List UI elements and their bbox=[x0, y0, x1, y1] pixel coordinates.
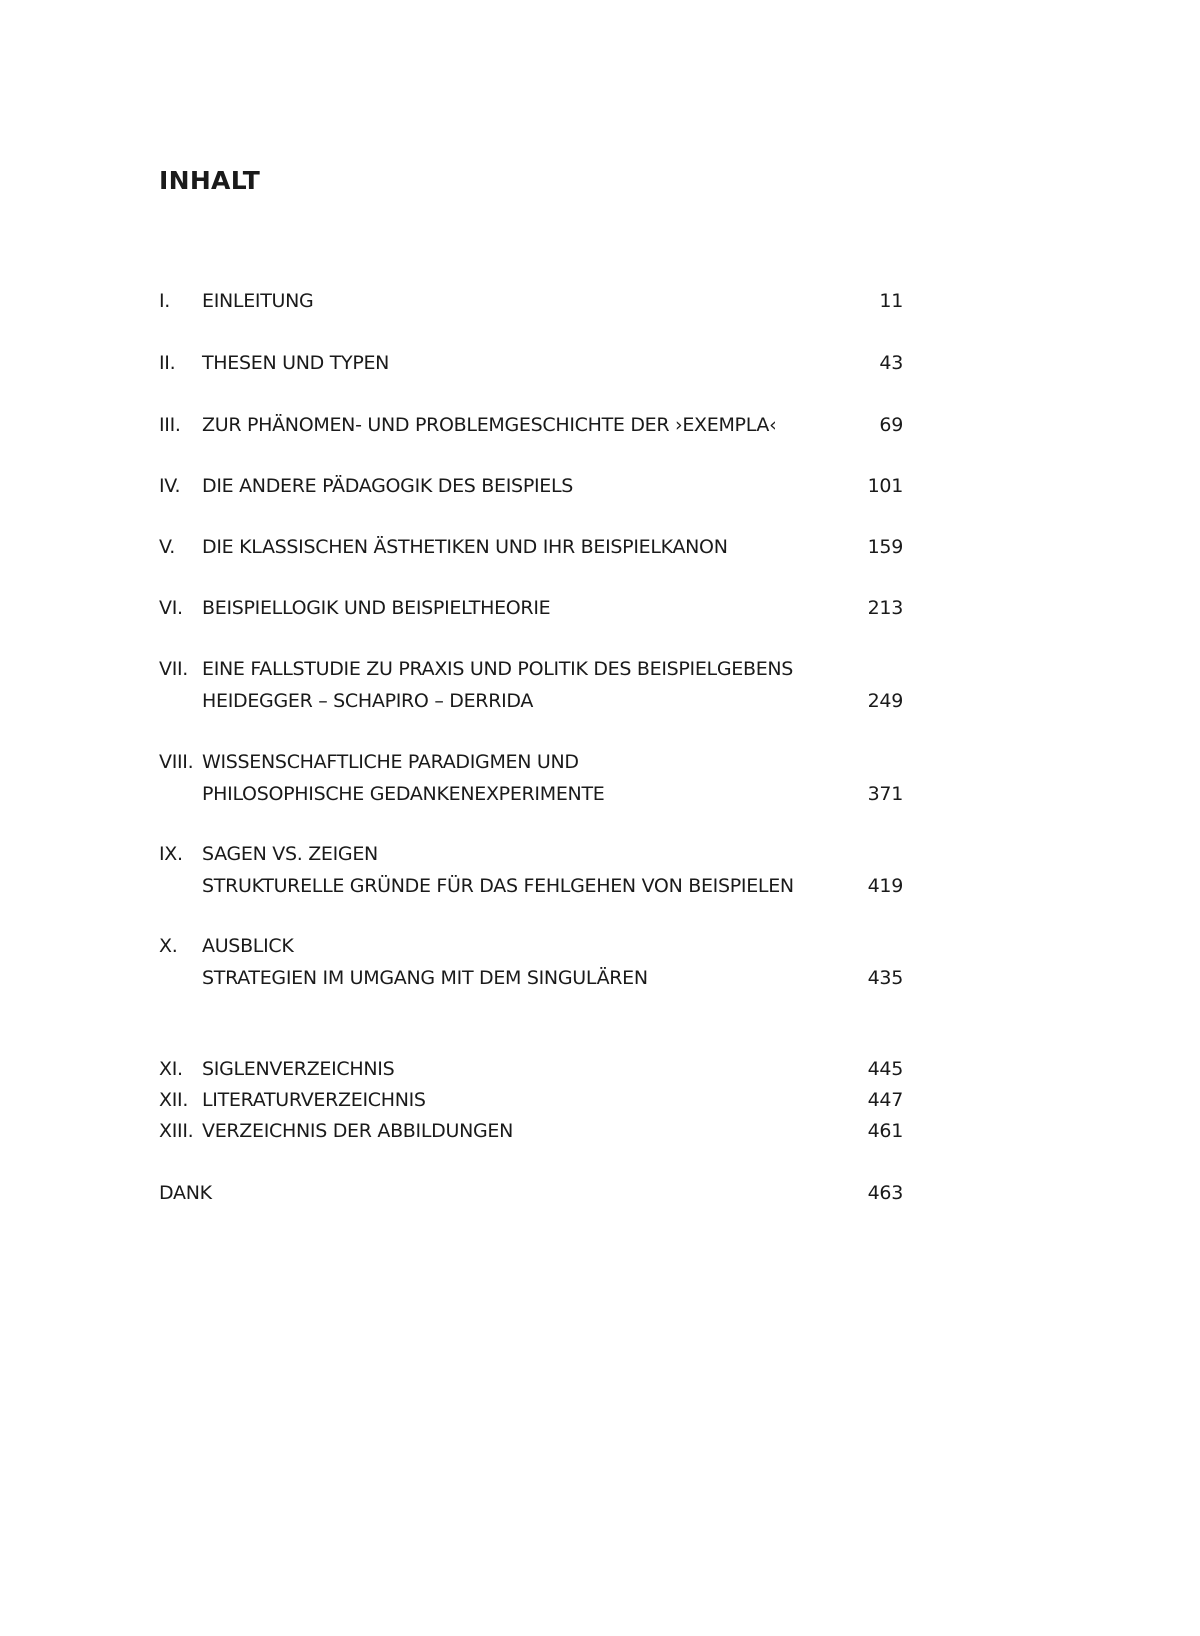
toc-entry-title-line: EINE FALLSTUDIE ZU PRAXIS UND POLITIK DES BEISPIELGEBENS bbox=[202, 658, 794, 680]
toc-entry-number: IV. bbox=[159, 475, 181, 497]
toc-entry-page: 249 bbox=[867, 690, 903, 712]
toc-entry-title-line: SAGEN VS. ZEIGEN bbox=[202, 843, 378, 865]
toc-entry-title-line: EINLEITUNG bbox=[202, 290, 314, 312]
toc-entry-title-line: SIGLENVERZEICHNIS bbox=[202, 1058, 395, 1080]
toc-entry-title-line: PHILOSOPHISCHE GEDANKENEXPERIMENTE bbox=[202, 783, 605, 805]
toc-entry-number: XII. bbox=[159, 1089, 189, 1111]
toc-entry bbox=[159, 470, 903, 502]
toc-entry bbox=[159, 1084, 903, 1116]
toc-entry-title-line: WISSENSCHAFTLICHE PARADIGMEN UND bbox=[202, 751, 579, 773]
toc-entry bbox=[159, 1053, 903, 1085]
toc-entry-title-line: ZUR PHÄNOMEN- UND PROBLEMGESCHICHTE DER ›EXEMPLA‹ bbox=[202, 414, 777, 436]
toc-entry-number: V. bbox=[159, 536, 175, 558]
toc-entry-title bbox=[202, 285, 842, 317]
toc-entry-number: II. bbox=[159, 352, 176, 374]
toc-entry-title bbox=[202, 1053, 842, 1085]
toc-entry bbox=[159, 746, 903, 810]
toc-entry bbox=[159, 592, 903, 624]
toc-entry-title bbox=[202, 531, 842, 563]
toc-entry-title bbox=[202, 592, 842, 624]
toc-entry-title-line: HEIDEGGER – SCHAPIRO – DERRIDA bbox=[202, 690, 534, 712]
toc-entry-number: I. bbox=[159, 290, 171, 312]
toc-entry-title bbox=[202, 1084, 842, 1116]
toc-entry-title bbox=[202, 930, 842, 994]
toc-entry-title-line: THESEN UND TYPEN bbox=[202, 352, 390, 374]
toc-entry-page: 69 bbox=[879, 414, 903, 436]
toc-entry-title bbox=[202, 838, 842, 902]
toc-entry bbox=[159, 838, 903, 902]
toc-entry bbox=[159, 347, 903, 379]
toc-entry-page: 43 bbox=[879, 352, 903, 374]
toc-entry-dank-label: DANK bbox=[159, 1182, 212, 1204]
toc-entry-page: 213 bbox=[867, 597, 903, 619]
toc-entry-number: XI. bbox=[159, 1058, 183, 1080]
toc-entry-number: III. bbox=[159, 414, 181, 436]
toc-entry-number: VII. bbox=[159, 658, 189, 680]
toc-entry-dank-page: 463 bbox=[867, 1182, 903, 1204]
toc-entry-title-line: VERZEICHNIS DER ABBILDUNGEN bbox=[202, 1120, 514, 1142]
toc-entry bbox=[159, 409, 903, 441]
toc-entry bbox=[159, 1115, 903, 1147]
toc-entry bbox=[159, 285, 903, 317]
toc-entry-title bbox=[202, 1115, 842, 1147]
toc-entry-title bbox=[202, 653, 842, 717]
toc-entry-title-line: DIE ANDERE PÄDAGOGIK DES BEISPIELS bbox=[202, 475, 574, 497]
toc-entry-number: IX. bbox=[159, 843, 183, 865]
toc-entry-title bbox=[202, 409, 842, 441]
toc-entry-title-line: AUSBLICK bbox=[202, 935, 294, 957]
toc-entry-number: X. bbox=[159, 935, 178, 957]
page-title: INHALT bbox=[159, 166, 261, 195]
toc-entry-number: VI. bbox=[159, 597, 183, 619]
toc-entry-title-line: BEISPIELLOGIK UND BEISPIELTHEORIE bbox=[202, 597, 551, 619]
toc-entry bbox=[159, 653, 903, 717]
toc-entry-page: 159 bbox=[867, 536, 903, 558]
toc-entry-title-line: DIE KLASSISCHEN ÄSTHETIKEN UND IHR BEISPIELKANON bbox=[202, 536, 728, 558]
toc-entry-page: 445 bbox=[867, 1058, 903, 1080]
toc-entry bbox=[159, 930, 903, 994]
toc-entry bbox=[159, 531, 903, 563]
toc-entry-title-line: LITERATURVERZEICHNIS bbox=[202, 1089, 426, 1111]
toc-entry-title-line: STRATEGIEN IM UMGANG MIT DEM SINGULÄREN bbox=[202, 967, 648, 989]
toc-entry-page: 371 bbox=[867, 783, 903, 805]
toc-entry-title bbox=[202, 746, 842, 810]
toc-entry-page: 461 bbox=[867, 1120, 903, 1142]
toc-entry-number: VIII. bbox=[159, 751, 194, 773]
toc-entry-page: 447 bbox=[867, 1089, 903, 1111]
toc-entry-page: 101 bbox=[867, 475, 903, 497]
toc-entry-title bbox=[202, 470, 842, 502]
toc-entry-title bbox=[202, 347, 842, 379]
toc-entry-page: 435 bbox=[867, 967, 903, 989]
toc-entry-page: 419 bbox=[867, 875, 903, 897]
toc-entry-page: 11 bbox=[879, 290, 903, 312]
toc-entry-number: XIII. bbox=[159, 1120, 194, 1142]
toc-entry-title-line: STRUKTURELLE GRÜNDE FÜR DAS FEHLGEHEN VON BEISPIELEN bbox=[202, 875, 794, 897]
